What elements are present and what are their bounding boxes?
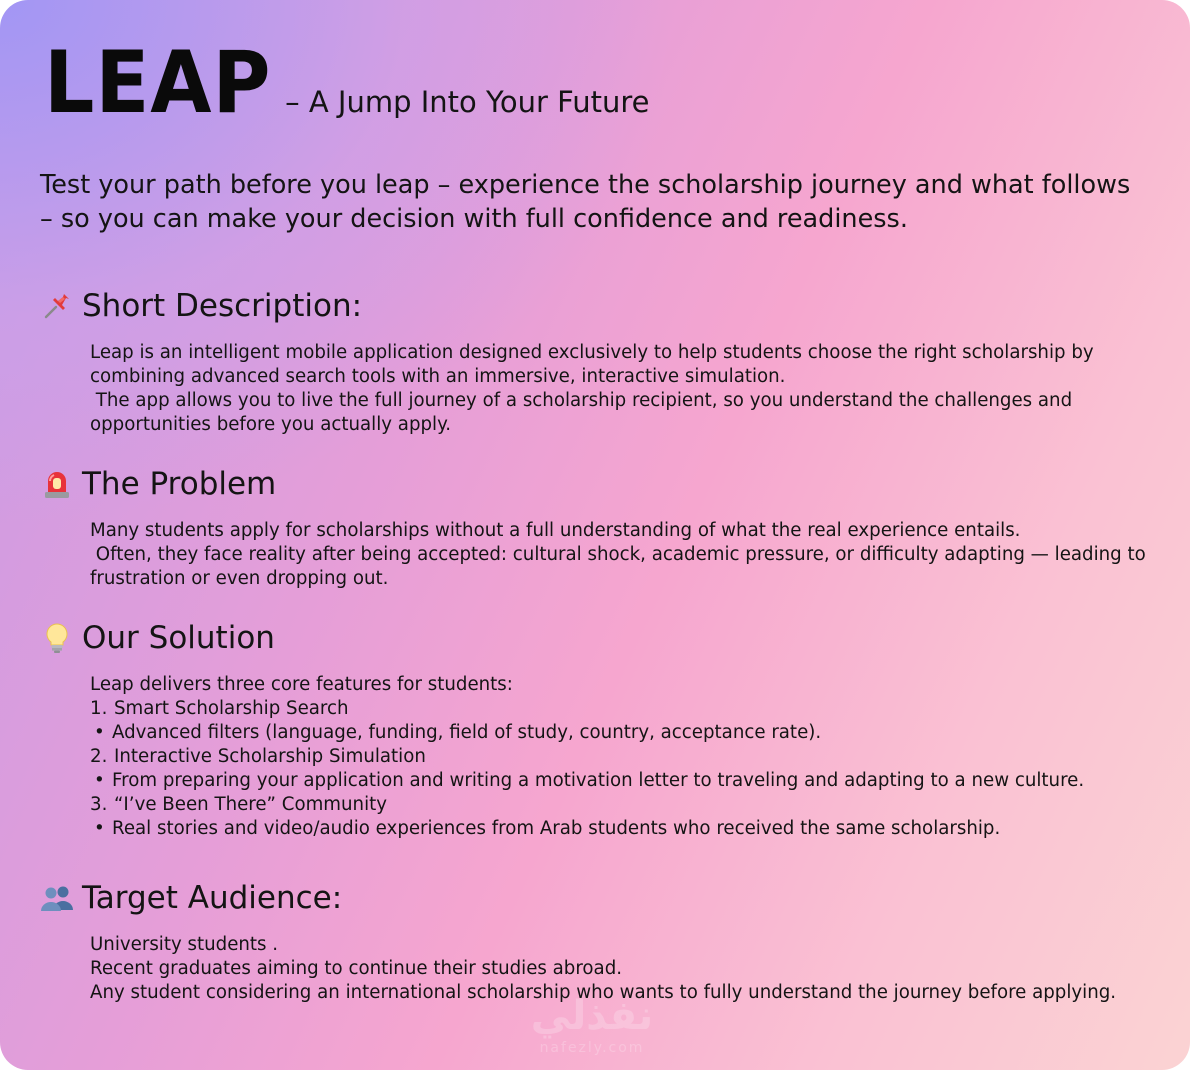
watermark-arabic: نفذلي xyxy=(530,993,654,1039)
feature-detail-text: Advanced filters (language, funding, field of study, country, acceptance rate). xyxy=(112,722,822,743)
description-line: The app allows you to live the full journey of a scholarship recipient, so you understand the challenges and opportunities before you actually apply. xyxy=(90,390,1078,435)
people-icon xyxy=(40,881,74,915)
section-audience-title: Target Audience: xyxy=(82,880,343,916)
section-solution-heading xyxy=(40,620,275,656)
intro-paragraph: Test your path before you leap – experience the scholarship journey and what follows – so you can make your decision with full confidence and readiness. xyxy=(40,170,1131,234)
bullet-icon: • xyxy=(94,818,105,839)
siren-icon xyxy=(40,467,74,501)
solution-intro: Leap delivers three core features for students: xyxy=(90,674,513,695)
feature-item xyxy=(90,793,1170,817)
feature-label: Smart Scholarship Search xyxy=(114,698,349,719)
audience-line: University students . xyxy=(90,934,279,955)
section-solution-body xyxy=(90,673,1170,841)
section-audience-heading xyxy=(40,880,342,916)
title-row xyxy=(44,33,650,133)
section-description-title: Short Description: xyxy=(82,288,363,324)
section-problem-title: The Problem xyxy=(82,466,277,502)
section-description-body xyxy=(90,341,1170,437)
pushpin-icon xyxy=(40,289,74,323)
problem-line: Many students apply for scholarships without a full understanding of what the real experience entails. xyxy=(90,520,1021,541)
feature-number: 1. xyxy=(90,698,108,719)
feature-detail-text: From preparing your application and writing a motivation letter to traveling and adapting to a new culture. xyxy=(112,770,1085,791)
feature-number: 2. xyxy=(90,746,108,767)
feature-item xyxy=(90,745,1170,769)
description-line: Leap is an intelligent mobile application designed exclusively to help students choose the right scholarship by combining advanced search tools with an immersive, interactive simulation. xyxy=(90,342,1094,387)
watermark-latin: nafezly.com xyxy=(539,1040,645,1056)
feature-item xyxy=(90,697,1170,721)
section-description-heading xyxy=(40,288,362,324)
watermark xyxy=(512,994,672,1070)
problem-line: Often, they face reality after being accepted: cultural shock, academic pressure, or difficulty adapting — leading to frustration or even dropping out. xyxy=(90,544,1152,589)
audience-line: Recent graduates aiming to continue their studies abroad. xyxy=(90,958,623,979)
bullet-icon: • xyxy=(94,770,105,791)
feature-detail xyxy=(90,721,1170,745)
section-problem-heading xyxy=(40,466,276,502)
feature-detail-text: Real stories and video/audio experiences from Arab students who received the same scholarship. xyxy=(112,818,1001,839)
feature-detail xyxy=(90,817,1170,841)
section-problem-body xyxy=(90,519,1170,591)
feature-label: Interactive Scholarship Simulation xyxy=(114,746,426,767)
section-solution-title: Our Solution xyxy=(82,620,275,656)
feature-detail xyxy=(90,769,1170,793)
tagline: – A Jump Into Your Future xyxy=(285,85,650,119)
bullet-icon: • xyxy=(94,722,105,743)
feature-label: “I’ve Been There” Community xyxy=(114,794,388,815)
audience-line: Any student considering an international scholarship who wants to fully understand the journey before applying. xyxy=(90,982,1117,1003)
leap-logo: LEAP xyxy=(44,33,272,133)
feature-number: 3. xyxy=(90,794,108,815)
lightbulb-icon xyxy=(40,621,74,655)
